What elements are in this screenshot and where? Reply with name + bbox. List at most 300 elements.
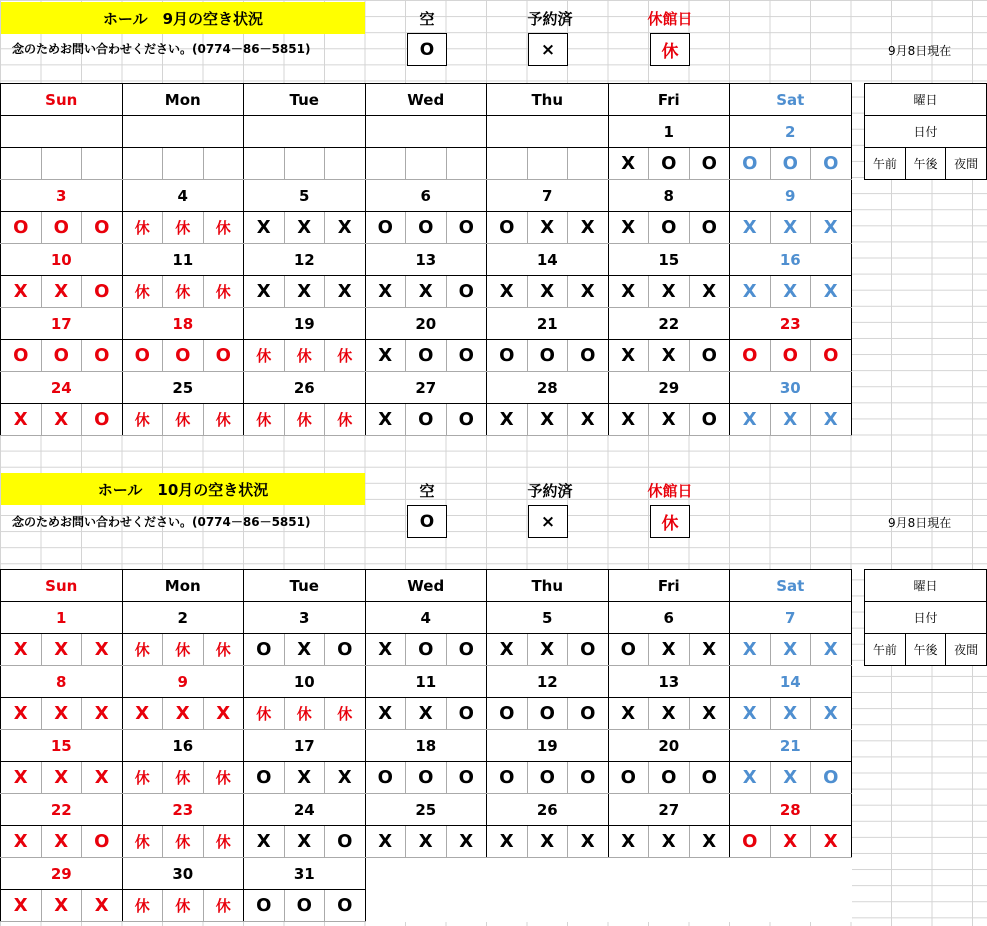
slot-morning: O xyxy=(730,148,771,180)
slot-morning: X xyxy=(730,276,771,308)
slot-afternoon: X xyxy=(41,762,82,794)
slot-night: 休 xyxy=(325,404,366,436)
slot-afternoon: X xyxy=(770,212,811,244)
slot-afternoon: X xyxy=(770,762,811,794)
slot-night: O xyxy=(568,762,609,794)
slot-night: O xyxy=(689,404,730,436)
slot-night: X xyxy=(325,276,366,308)
slot-afternoon: X xyxy=(284,212,325,244)
slot-night: O xyxy=(689,340,730,372)
slot-morning: X xyxy=(730,212,771,244)
slot-morning: 休 xyxy=(122,890,163,922)
slot-night: O xyxy=(325,890,366,922)
key-night: 夜間 xyxy=(946,148,987,180)
slot-morning: X xyxy=(244,826,285,858)
slot-morning: O xyxy=(487,340,528,372)
day-date: 8 xyxy=(1,666,123,698)
slot-morning: X xyxy=(365,404,406,436)
day-date: 5 xyxy=(487,602,609,634)
slot-morning: 休 xyxy=(122,762,163,794)
day-date: 5 xyxy=(244,180,366,212)
slot-night: X xyxy=(811,276,852,308)
slot-afternoon: O xyxy=(406,762,447,794)
slot-afternoon: X xyxy=(41,826,82,858)
month-title: ホール 9月の空き状況 xyxy=(1,2,365,34)
day-date: 16 xyxy=(122,730,244,762)
slot-morning: 休 xyxy=(244,404,285,436)
day-date: 12 xyxy=(487,666,609,698)
slot-morning: X xyxy=(487,276,528,308)
legend-booked-label: 予約済 xyxy=(527,482,573,500)
slot-afternoon: 休 xyxy=(284,698,325,730)
day-date xyxy=(244,116,366,148)
slot-night: O xyxy=(446,340,487,372)
slot-night: X xyxy=(568,276,609,308)
day-date: 20 xyxy=(608,730,730,762)
slot-afternoon: O xyxy=(649,212,690,244)
slot-morning: X xyxy=(608,212,649,244)
day-date: 18 xyxy=(122,308,244,340)
slot-morning: X xyxy=(730,698,771,730)
slot-afternoon xyxy=(41,148,82,180)
slot-morning: X xyxy=(244,212,285,244)
day-date: 4 xyxy=(365,602,487,634)
slot-afternoon: X xyxy=(649,276,690,308)
slot-morning: 休 xyxy=(122,212,163,244)
day-date xyxy=(122,116,244,148)
day-date: 3 xyxy=(1,180,123,212)
slot-afternoon: 休 xyxy=(163,634,204,666)
legend-closed-label: 休館日 xyxy=(647,482,693,500)
day-date: 14 xyxy=(487,244,609,276)
slot-morning: X xyxy=(1,698,42,730)
slot-key-october xyxy=(864,569,987,666)
slot-afternoon: O xyxy=(649,148,690,180)
day-date xyxy=(487,116,609,148)
slot-afternoon: O xyxy=(527,762,568,794)
slot-afternoon: O xyxy=(527,698,568,730)
slot-morning: X xyxy=(608,698,649,730)
slot-night: O xyxy=(568,634,609,666)
slot-morning: 休 xyxy=(244,340,285,372)
slot-afternoon: O xyxy=(770,148,811,180)
day-date: 20 xyxy=(365,308,487,340)
slot-night: O xyxy=(82,404,123,436)
slot-morning: X xyxy=(1,890,42,922)
slot-night: X xyxy=(811,212,852,244)
slot-afternoon: X xyxy=(770,404,811,436)
slot-morning: O xyxy=(244,634,285,666)
day-date: 2 xyxy=(730,116,852,148)
slot-night: 休 xyxy=(203,404,244,436)
slot-morning: X xyxy=(487,404,528,436)
slot-afternoon: 休 xyxy=(163,404,204,436)
day-date: 9 xyxy=(730,180,852,212)
slot-afternoon: O xyxy=(163,340,204,372)
slot-key-table xyxy=(864,569,987,666)
slot-night: O xyxy=(689,148,730,180)
slot-morning: X xyxy=(1,634,42,666)
day-date: 15 xyxy=(1,730,123,762)
day-date: 17 xyxy=(244,730,366,762)
day-date: 25 xyxy=(122,372,244,404)
weekday-header-tue: Tue xyxy=(244,84,366,116)
slot-night: X xyxy=(203,698,244,730)
slot-night: X xyxy=(82,698,123,730)
slot-night: 休 xyxy=(203,634,244,666)
slot-night: O xyxy=(325,634,366,666)
slot-night: X xyxy=(568,826,609,858)
legend-closed-symbol: 休 xyxy=(650,33,690,66)
slot-morning: O xyxy=(608,762,649,794)
slot-night: O xyxy=(325,826,366,858)
weekday-header-thu: Thu xyxy=(487,84,609,116)
key-morning: 午前 xyxy=(865,148,906,180)
slot-night: O xyxy=(811,762,852,794)
slot-afternoon: 休 xyxy=(163,212,204,244)
slot-morning: X xyxy=(1,276,42,308)
slot-night: 休 xyxy=(203,212,244,244)
slot-night: 休 xyxy=(203,890,244,922)
key-night: 夜間 xyxy=(946,634,987,666)
slot-afternoon: O xyxy=(770,340,811,372)
slot-morning: O xyxy=(244,762,285,794)
key-weekday: 曜日 xyxy=(865,84,987,116)
slot-afternoon: O xyxy=(41,212,82,244)
day-date: 6 xyxy=(608,602,730,634)
slot-afternoon xyxy=(406,148,447,180)
slot-afternoon: X xyxy=(406,826,447,858)
slot-afternoon: X xyxy=(527,826,568,858)
as-of-date: 9月8日現在 xyxy=(888,516,952,530)
day-date xyxy=(1,116,123,148)
slot-morning: O xyxy=(1,340,42,372)
slot-afternoon: X xyxy=(406,276,447,308)
month-title: ホール 10月の空き状況 xyxy=(1,473,365,505)
calendar-table xyxy=(0,569,852,922)
slot-morning: O xyxy=(244,890,285,922)
slot-morning: 休 xyxy=(122,826,163,858)
slot-afternoon: O xyxy=(406,634,447,666)
day-date: 30 xyxy=(122,858,244,890)
slot-night: X xyxy=(82,890,123,922)
slot-morning: O xyxy=(122,340,163,372)
slot-night: X xyxy=(82,762,123,794)
slot-afternoon: X xyxy=(649,340,690,372)
slot-morning: X xyxy=(1,762,42,794)
calendar-october xyxy=(0,569,852,922)
day-date: 26 xyxy=(244,372,366,404)
slot-afternoon: 休 xyxy=(284,340,325,372)
slot-night: X xyxy=(811,826,852,858)
day-date: 27 xyxy=(608,794,730,826)
day-date: 6 xyxy=(365,180,487,212)
slot-afternoon: 休 xyxy=(163,890,204,922)
slot-night: 休 xyxy=(203,276,244,308)
slot-morning: 休 xyxy=(122,276,163,308)
slot-morning: X xyxy=(487,826,528,858)
slot-afternoon xyxy=(527,148,568,180)
day-date: 16 xyxy=(730,244,852,276)
slot-night: O xyxy=(446,404,487,436)
slot-afternoon: X xyxy=(284,634,325,666)
day-date: 15 xyxy=(608,244,730,276)
weekday-header-mon: Mon xyxy=(122,570,244,602)
slot-night xyxy=(568,148,609,180)
day-date: 19 xyxy=(487,730,609,762)
legend-booked-label: 予約済 xyxy=(527,10,573,28)
key-afternoon: 午後 xyxy=(905,148,946,180)
day-date: 23 xyxy=(730,308,852,340)
key-afternoon: 午後 xyxy=(905,634,946,666)
day-date: 11 xyxy=(122,244,244,276)
slot-night: 休 xyxy=(203,762,244,794)
day-date: 25 xyxy=(365,794,487,826)
legend-free-symbol: O xyxy=(407,33,447,66)
slot-afternoon: O xyxy=(406,212,447,244)
slot-afternoon: X xyxy=(284,276,325,308)
slot-night: O xyxy=(689,762,730,794)
day-date: 23 xyxy=(122,794,244,826)
slot-morning: O xyxy=(487,698,528,730)
slot-night xyxy=(325,148,366,180)
day-date: 7 xyxy=(487,180,609,212)
slot-night: X xyxy=(446,826,487,858)
slot-night: 休 xyxy=(325,698,366,730)
contact-note: 念のためお問い合わせください。(0774－86－5851) xyxy=(12,515,311,529)
slot-night: X xyxy=(811,634,852,666)
weekday-header-sat: Sat xyxy=(730,84,852,116)
slot-afternoon: X xyxy=(770,698,811,730)
slot-morning: 休 xyxy=(122,404,163,436)
slot-morning: 休 xyxy=(244,698,285,730)
weekday-header-fri: Fri xyxy=(608,84,730,116)
slot-night: X xyxy=(689,634,730,666)
slot-morning: X xyxy=(365,826,406,858)
slot-night: X xyxy=(568,404,609,436)
weekday-header-wed: Wed xyxy=(365,84,487,116)
slot-morning: O xyxy=(365,762,406,794)
slot-morning: X xyxy=(730,404,771,436)
slot-key-september xyxy=(864,83,987,180)
slot-afternoon xyxy=(284,148,325,180)
as-of-date: 9月8日現在 xyxy=(888,44,952,58)
day-date: 19 xyxy=(244,308,366,340)
slot-night: O xyxy=(446,634,487,666)
slot-afternoon: X xyxy=(527,634,568,666)
weekday-header-wed: Wed xyxy=(365,570,487,602)
slot-afternoon: O xyxy=(649,762,690,794)
slot-night: X xyxy=(689,826,730,858)
slot-night: O xyxy=(446,276,487,308)
slot-afternoon: X xyxy=(284,826,325,858)
slot-morning: X xyxy=(730,634,771,666)
slot-afternoon: X xyxy=(770,634,811,666)
slot-afternoon: X xyxy=(649,404,690,436)
slot-afternoon: 休 xyxy=(163,762,204,794)
day-date: 22 xyxy=(608,308,730,340)
slot-morning: X xyxy=(365,698,406,730)
slot-morning: 休 xyxy=(122,634,163,666)
slot-morning: O xyxy=(730,340,771,372)
day-date xyxy=(365,116,487,148)
slot-afternoon: X xyxy=(649,698,690,730)
slot-morning xyxy=(1,148,42,180)
slot-afternoon: 休 xyxy=(284,404,325,436)
slot-afternoon: O xyxy=(406,340,447,372)
calendar-table xyxy=(0,83,852,436)
slot-night: O xyxy=(811,148,852,180)
weekday-header-sat: Sat xyxy=(730,570,852,602)
day-date: 21 xyxy=(730,730,852,762)
slot-morning xyxy=(365,148,406,180)
slot-night: X xyxy=(811,404,852,436)
slot-night: X xyxy=(82,634,123,666)
slot-night: X xyxy=(689,276,730,308)
day-date: 12 xyxy=(244,244,366,276)
day-date: 29 xyxy=(1,858,123,890)
weekday-header-sun: Sun xyxy=(1,84,123,116)
contact-note: 念のためお問い合わせください。(0774－86－5851) xyxy=(12,42,311,56)
legend-free-symbol: O xyxy=(407,505,447,538)
slot-night: X xyxy=(811,698,852,730)
slot-afternoon: O xyxy=(406,404,447,436)
day-date: 13 xyxy=(608,666,730,698)
slot-morning xyxy=(122,148,163,180)
slot-night: 休 xyxy=(325,340,366,372)
weekday-header-fri: Fri xyxy=(608,570,730,602)
slot-night: O xyxy=(82,212,123,244)
slot-afternoon: X xyxy=(163,698,204,730)
key-date: 日付 xyxy=(865,602,987,634)
slot-morning: O xyxy=(487,212,528,244)
slot-night: O xyxy=(82,826,123,858)
slot-afternoon: X xyxy=(41,698,82,730)
slot-afternoon: O xyxy=(41,340,82,372)
key-morning: 午前 xyxy=(865,634,906,666)
day-date: 8 xyxy=(608,180,730,212)
day-date: 10 xyxy=(1,244,123,276)
day-date: 3 xyxy=(244,602,366,634)
weekday-header-sun: Sun xyxy=(1,570,123,602)
weekday-header-thu: Thu xyxy=(487,570,609,602)
day-date: 27 xyxy=(365,372,487,404)
day-date: 24 xyxy=(1,372,123,404)
legend-free-label: 空 xyxy=(419,482,435,500)
slot-afternoon: X xyxy=(770,276,811,308)
day-date: 7 xyxy=(730,602,852,634)
slot-afternoon xyxy=(163,148,204,180)
slot-afternoon: O xyxy=(527,340,568,372)
slot-afternoon: X xyxy=(41,276,82,308)
slot-afternoon: X xyxy=(284,762,325,794)
slot-morning: O xyxy=(608,634,649,666)
slot-night: O xyxy=(568,340,609,372)
day-date: 13 xyxy=(365,244,487,276)
slot-night: O xyxy=(446,698,487,730)
slot-morning xyxy=(487,148,528,180)
slot-afternoon: X xyxy=(527,404,568,436)
slot-afternoon: X xyxy=(406,698,447,730)
slot-morning: X xyxy=(608,826,649,858)
slot-morning: X xyxy=(608,340,649,372)
day-date: 11 xyxy=(365,666,487,698)
day-date: 10 xyxy=(244,666,366,698)
day-date: 18 xyxy=(365,730,487,762)
slot-night xyxy=(446,148,487,180)
day-date: 21 xyxy=(487,308,609,340)
slot-afternoon: 休 xyxy=(163,826,204,858)
calendar-september xyxy=(0,83,852,436)
slot-night: O xyxy=(446,762,487,794)
slot-night: O xyxy=(689,212,730,244)
slot-key-table xyxy=(864,83,987,180)
day-date: 9 xyxy=(122,666,244,698)
slot-morning: X xyxy=(608,404,649,436)
slot-afternoon: X xyxy=(770,826,811,858)
slot-afternoon: X xyxy=(649,826,690,858)
day-date: 22 xyxy=(1,794,123,826)
slot-afternoon: X xyxy=(41,890,82,922)
legend-booked-symbol: × xyxy=(528,505,568,538)
slot-morning xyxy=(244,148,285,180)
slot-afternoon: X xyxy=(527,276,568,308)
day-date: 4 xyxy=(122,180,244,212)
day-date: 29 xyxy=(608,372,730,404)
slot-morning: X xyxy=(365,340,406,372)
slot-morning: X xyxy=(244,276,285,308)
day-date: 26 xyxy=(487,794,609,826)
slot-afternoon: X xyxy=(41,634,82,666)
slot-afternoon: X xyxy=(649,634,690,666)
slot-night: O xyxy=(568,698,609,730)
slot-morning: X xyxy=(365,276,406,308)
slot-morning: O xyxy=(1,212,42,244)
slot-morning: X xyxy=(1,826,42,858)
key-date: 日付 xyxy=(865,116,987,148)
slot-night: X xyxy=(325,762,366,794)
slot-morning: X xyxy=(122,698,163,730)
slot-morning: X xyxy=(1,404,42,436)
slot-morning: X xyxy=(608,148,649,180)
slot-afternoon: X xyxy=(527,212,568,244)
day-date: 14 xyxy=(730,666,852,698)
slot-night: O xyxy=(82,340,123,372)
slot-morning: O xyxy=(487,762,528,794)
day-date: 24 xyxy=(244,794,366,826)
weekday-header-tue: Tue xyxy=(244,570,366,602)
day-date: 30 xyxy=(730,372,852,404)
slot-morning: X xyxy=(608,276,649,308)
day-date: 1 xyxy=(1,602,123,634)
slot-night: X xyxy=(689,698,730,730)
slot-afternoon: 休 xyxy=(163,276,204,308)
day-date: 2 xyxy=(122,602,244,634)
slot-night: X xyxy=(325,212,366,244)
slot-night: O xyxy=(446,212,487,244)
slot-morning: O xyxy=(365,212,406,244)
legend-booked-symbol: × xyxy=(528,33,568,66)
slot-morning: O xyxy=(730,826,771,858)
weekday-header-mon: Mon xyxy=(122,84,244,116)
slot-night: O xyxy=(82,276,123,308)
day-date: 1 xyxy=(608,116,730,148)
slot-morning: X xyxy=(730,762,771,794)
slot-morning: X xyxy=(365,634,406,666)
day-date: 28 xyxy=(487,372,609,404)
slot-night: 休 xyxy=(203,826,244,858)
slot-afternoon: X xyxy=(41,404,82,436)
